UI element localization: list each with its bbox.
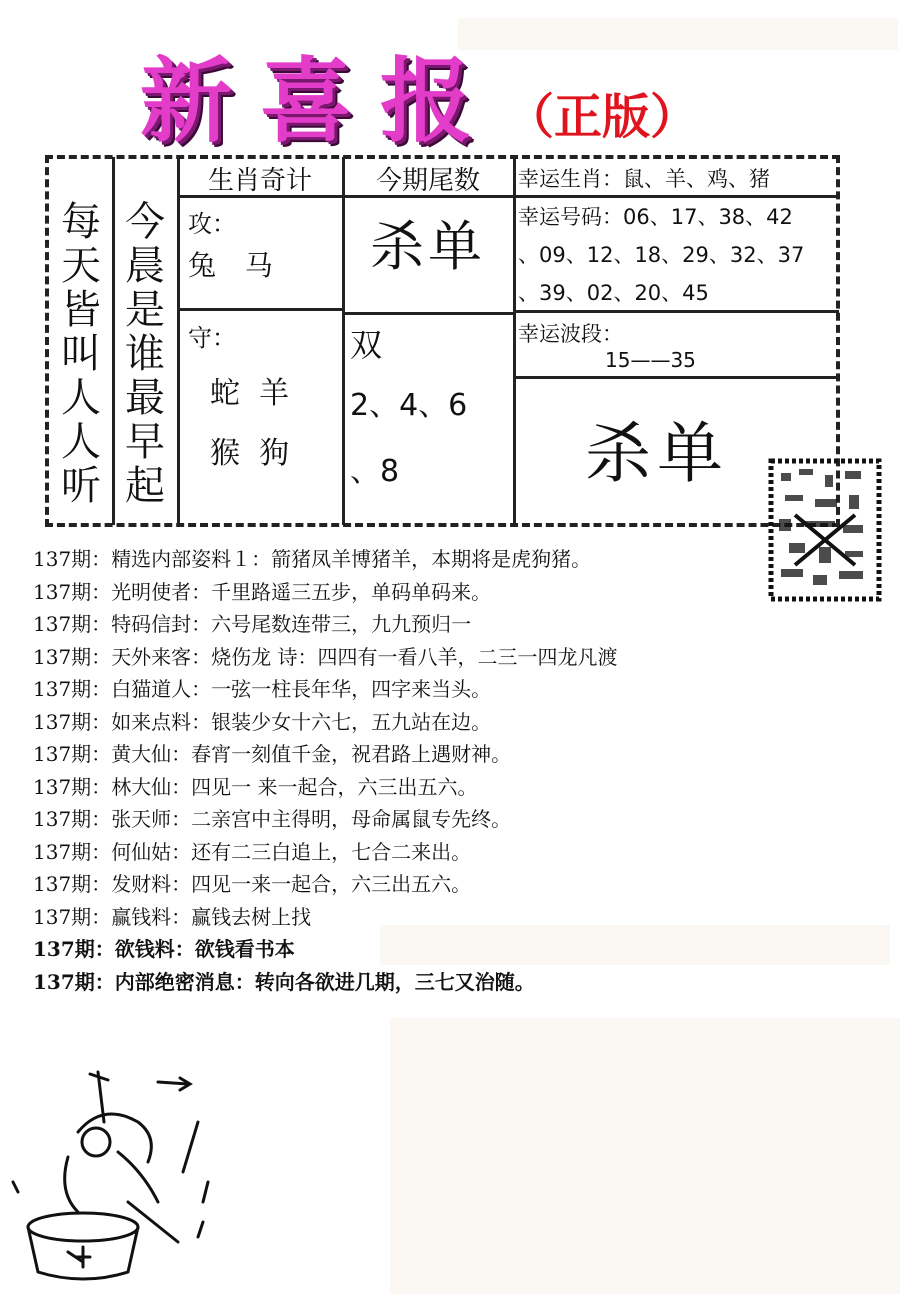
lucky-numbers-row2: 、09、12、18、29、32、37 [518,243,805,267]
entry-text: 欲钱料：欲钱看书本 [114,937,295,961]
list-item [33,771,773,804]
slogan-char: 今 [125,199,165,245]
entry-text: 如来点料：银装少女十六七，五九站在边。 [111,709,492,734]
slogan-char: 最 [125,375,165,421]
list-item [33,608,773,641]
slogan-char: 是 [125,287,165,333]
period-label: 137期： [33,807,112,831]
slogan-char: 谁 [125,331,165,377]
slogan-char: 皆 [61,287,101,333]
lucky-range-label: 幸运波段： [518,322,623,346]
list-item [33,641,773,674]
list-item [33,933,773,966]
period-label: 137期： [33,644,112,669]
slogan-char: 叫 [61,331,101,377]
seal-stamp-icon [765,455,885,605]
divider [177,308,342,311]
lucky-numbers-row3: 、39、02、20、45 [518,281,709,305]
list-item [33,836,773,869]
lucky-numbers-label-row [518,198,793,236]
tail-numbers-row2: 、8 [350,454,400,489]
prediction-list [33,543,773,998]
list-item [33,803,773,836]
slogan-char: 听 [61,463,101,509]
attack-animals: 兔 马 [188,249,283,282]
entry-text: 黄大仙：春宵一刻值千金，祝君路上遇财神。 [111,742,512,766]
entry-text: 天外来客：烧伤龙 诗：四四有一看八羊，二三一四龙凡渡 [111,644,618,669]
period-label: 137期： [33,709,112,734]
slogan-char: 起 [125,463,165,509]
lucky-numbers-row1: 06、17、38、42 [623,205,793,229]
divider [513,376,839,379]
period-label: 137期： [33,839,112,864]
list-item [33,966,773,999]
lucky-zodiac: 幸运生肖：鼠、羊、鸡、猪 [518,167,770,191]
header-zodiac-plan: 生肖奇计 [207,166,312,196]
slogan-char: 早 [125,419,165,465]
list-item [33,543,773,576]
list-item [33,868,773,901]
period-label: 137期： [33,969,115,994]
slogan-char: 每 [61,199,101,245]
entry-text: 特码信封：六号尾数连带三，九九预归一 [111,612,472,636]
lucky-range-value: 15——35 [605,348,696,372]
entry-text: 精选内部姿料１：箭猪凤羊博猪羊，本期将是虎狗猪。 [111,547,592,571]
period-label: 137期： [33,677,112,701]
list-item [33,901,773,934]
masthead [140,28,699,155]
entry-text: 赢钱料：赢钱去树上找 [111,904,312,929]
divider [513,157,516,525]
masthead-edition: （正版） [506,89,699,145]
defend-label: 守： [188,324,236,352]
period-label: 137期： [33,937,115,961]
slogan-char: 晨 [125,243,165,289]
lucky-numbers-label: 幸运号码： [518,205,623,229]
entry-text: 光明使者：千里路遥三五步，单码单码来。 [111,579,492,604]
defend-animals-row2: 猴 狗 [210,436,290,471]
period-label: 137期： [33,547,112,571]
divider [177,157,180,525]
period-label: 137期： [33,774,112,799]
entry-text: 张天师：二亲宫中主得明，母命属鼠专先终。 [111,807,512,831]
entry-text: 林大仙：四见一 来一起合，六三出五六。 [111,774,478,799]
slogan-column-2 [120,200,170,508]
divider [342,157,345,525]
divider [342,312,513,315]
period-label: 137期： [33,872,112,896]
list-item [33,738,773,771]
period-label: 137期： [33,904,112,929]
bg-tint-bottom [390,1018,900,1294]
kill-single-label: 杀单 [370,215,486,278]
slogan-char: 人 [61,419,101,465]
divider [112,157,115,525]
entry-text: 白猫道人：一弦一柱長年华，四字来当头。 [111,677,492,701]
entry-text: 何仙姑：还有二三白追上，七合二来出。 [111,839,472,864]
list-item [33,673,773,706]
period-label: 137期： [33,612,112,636]
attack-label: 攻： [188,210,236,238]
period-label: 137期： [33,579,112,604]
kill-single-large: 杀单 [585,415,729,492]
slogan-column-1 [56,200,106,508]
slogan-char: 天 [61,243,101,289]
header-tail-number: 今期尾数 [375,166,480,196]
list-item [33,706,773,739]
tail-numbers-row1: 2、4、6 [350,388,468,423]
list-item [33,576,773,609]
entry-text: 发财料：四见一来一起合，六三出五六。 [111,872,472,896]
entry-text: 内部绝密消息：转向各欲进几期，三七又治随。 [114,969,535,994]
grinding-mill-figure-icon [8,1062,238,1286]
masthead-title: 新喜报 [140,47,501,155]
period-label: 137期： [33,742,112,766]
defend-animals-row1: 蛇 羊 [210,376,290,411]
parity-label: 双 [350,326,383,364]
slogan-char: 人 [61,375,101,421]
